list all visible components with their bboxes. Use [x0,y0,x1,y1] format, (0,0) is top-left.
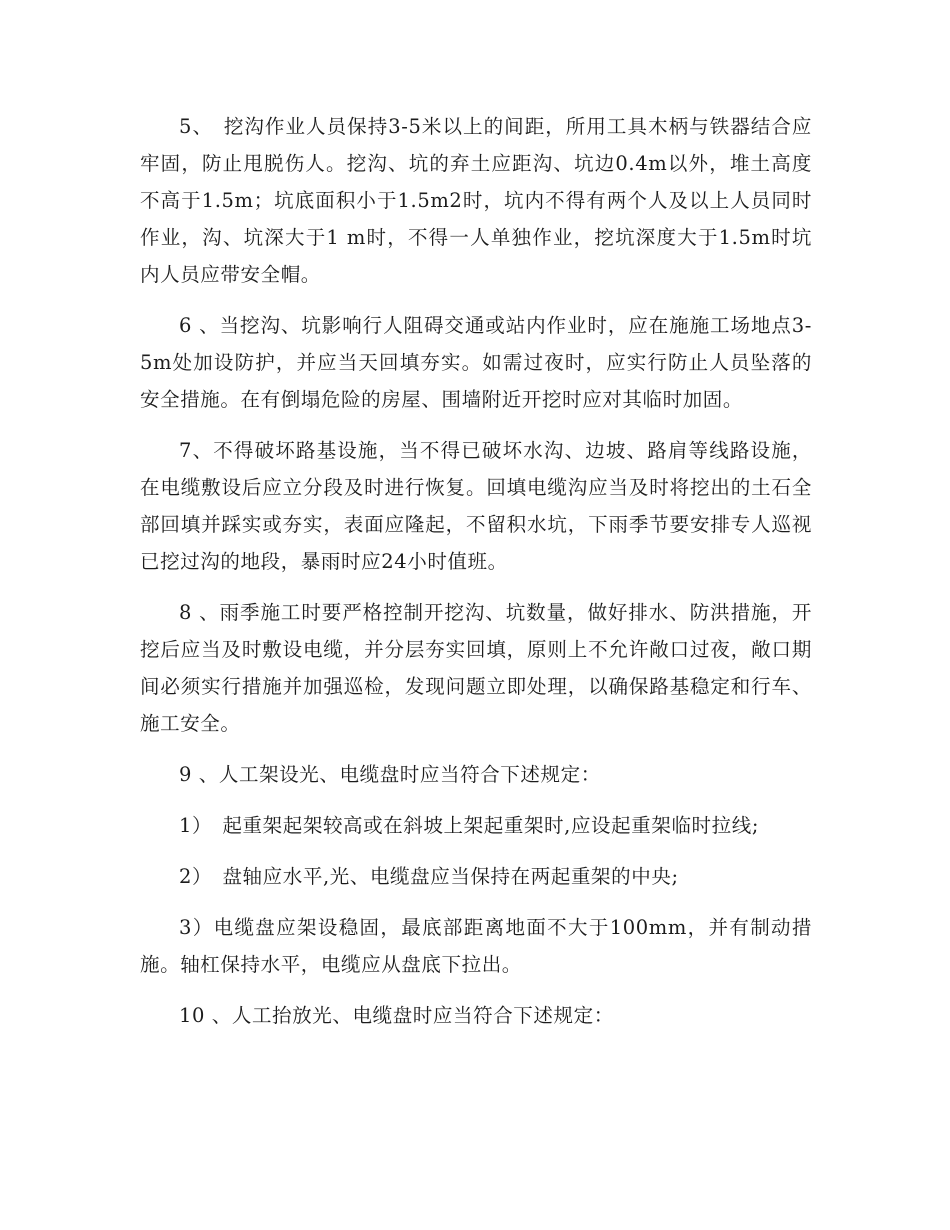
paragraph-item-6: 6 、当挖沟、坑影响行人阻碍交通或站内作业时，应在施施工场地点3-5m处加设防护，并应当天回填夯实。如需过夜时，应实行防止人员坠落的安全措施。在有倒塌危险的房屋、围墙附近开挖时应对其临时加固。 [140,314,812,411]
paragraph-item-9: 9 、人工架设光、电缆盘时应当符合下述规定： [179,763,601,786]
paragraph-item-7: 7、不得破坏路基设施，当不得已破坏水沟、边坡、路肩等线路设施，在电缆敷设后应立分段及时进行恢复。回填电缆沟应当及时将挖出的土石全部回填并踩实或夯实，表面应隆起，不留积水坑，下雨季节要安排专人巡视已挖过沟的地段，暴雨时应24小时值班。 [140,439,812,573]
paragraph-subitem-1: 1） 起重架起架较高或在斜坡上架起重架时,应设起重架临时拉线; [179,814,760,837]
document-body [140,108,812,1048]
paragraph-item-8: 8 、雨季施工时要严格控制开挖沟、坑数量，做好排水、防洪措施，开挖后应当及时敷设电缆，并分层夯实回填，原则上不允许敞口过夜，敞口期间必须实行措施并加强巡检，发现问题立即处理，以确保路基稳定和行车、施工安全。 [140,601,812,735]
paragraph-subitem-3: 3）电缆盘应架设稳固，最底部距离地面不大于100mm，并有制动措施。轴杠保持水平，电缆应从盘底下拉出。 [140,916,812,976]
paragraph-subitem-2: 2） 盘轴应水平,光、电缆盘应当保持在两起重架的中央; [179,865,679,888]
paragraph-item-5: 5、 挖沟作业人员保持3-5米以上的间距，所用工具木柄与铁器结合应牢固，防止甩脱伤人。挖沟、坑的弃土应距沟、坑边0.4m以外，堆土高度不高于1.5m；坑底面积小于1.5m2时，坑内不得有两个人及以上人员同时作业，沟、坑深大于1 m时，不得一人单独作业，挖坑深度大于1.5m时坑内人员应带安全帽。 [140,115,812,286]
paragraph-item-10: 10 、人工抬放光、电缆盘时应当符合下述规定： [179,1004,614,1027]
